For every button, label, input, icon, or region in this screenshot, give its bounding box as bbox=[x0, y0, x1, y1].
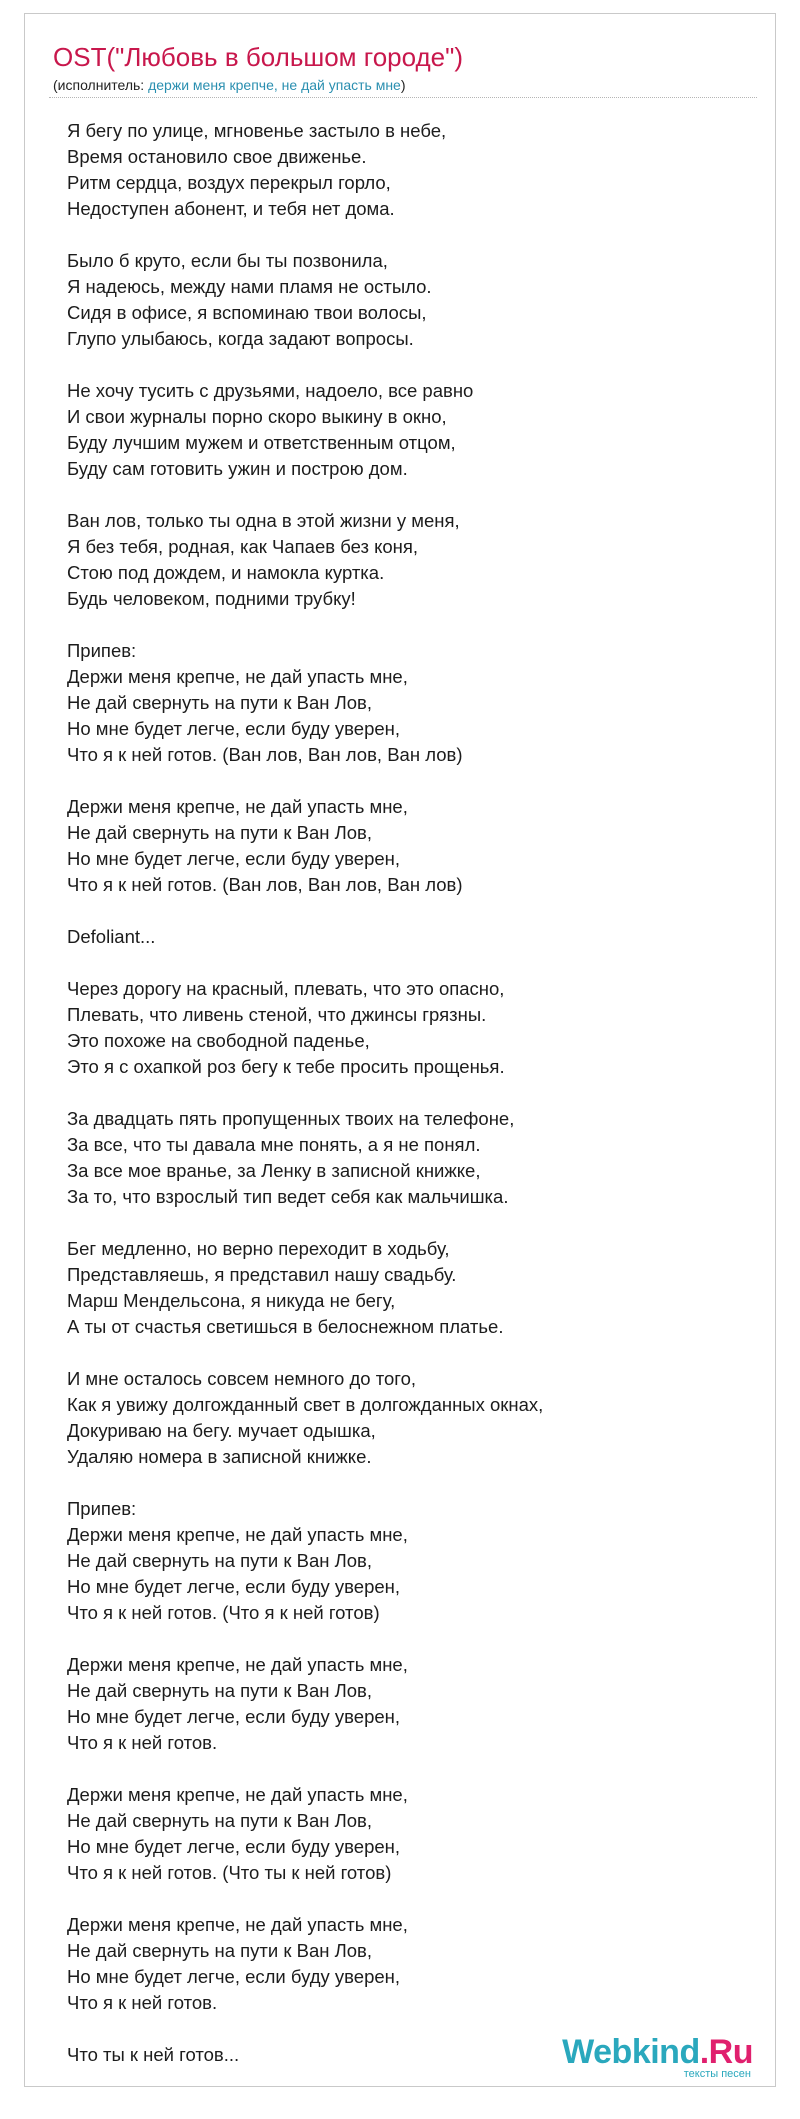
header-divider bbox=[49, 97, 757, 98]
lyrics-line: Держи меня крепче, не дай упасть мне, bbox=[67, 666, 408, 687]
lyrics-line: Держи меня крепче, не дай упасть мне, bbox=[67, 796, 408, 817]
lyrics-stanza bbox=[67, 1782, 747, 1886]
lyrics-line: За двадцать пять пропущенных твоих на телефоне, bbox=[67, 1108, 515, 1129]
lyrics-stanza bbox=[67, 1652, 747, 1756]
lyrics-line: Через дорогу на красный, плевать, что это опасно, bbox=[67, 978, 505, 999]
lyrics-line: Марш Мендельсона, я никуда не бегу, bbox=[67, 1290, 396, 1311]
lyrics-stanza bbox=[67, 1496, 747, 1626]
lyrics-line: Докуриваю на бегу. мучает одышка, bbox=[67, 1420, 376, 1441]
lyrics-line: Что я к ней готов. (Ван лов, Ван лов, Ван лов) bbox=[67, 744, 463, 765]
lyrics-line: Что я к ней готов. bbox=[67, 1732, 218, 1753]
lyrics-line: Сидя в офисе, я вспоминаю твои волосы, bbox=[67, 302, 427, 323]
lyrics-line: Я надеюсь, между нами пламя не остыло. bbox=[67, 276, 432, 297]
lyrics-line: Буду лучшим мужем и ответственным отцом, bbox=[67, 432, 456, 453]
lyrics-stanza bbox=[67, 118, 747, 222]
lyrics-stanza bbox=[67, 378, 747, 482]
lyrics-line: Не дай свернуть на пути к Ван Лов, bbox=[67, 1810, 372, 1831]
lyrics-line: Ван лов, только ты одна в этой жизни у меня, bbox=[67, 510, 460, 531]
lyrics-stanza bbox=[67, 248, 747, 352]
lyrics-line: Это похоже на свободной паденье, bbox=[67, 1030, 370, 1051]
lyrics-line: Удаляю номера в записной книжке. bbox=[67, 1446, 372, 1467]
page-title: OST("Любовь в большом городе") bbox=[53, 42, 464, 72]
logo-web-text: Webkind bbox=[562, 2033, 700, 2071]
lyrics-line: Я бегу по улице, мгновенье застыло в небе, bbox=[67, 120, 447, 141]
lyrics-line: Держи меня крепче, не дай упасть мне, bbox=[67, 1784, 408, 1805]
lyrics-stanza bbox=[67, 508, 747, 612]
logo-ru-text: .Ru bbox=[699, 2033, 753, 2071]
lyrics-line: Это я с охапкой роз бегу к тебе просить прощенья. bbox=[67, 1056, 505, 1077]
lyrics-line: Что я к ней готов. (Что я к ней готов) bbox=[67, 1602, 380, 1623]
lyrics-line: Припев: bbox=[67, 640, 137, 661]
lyrics-line: За все мое вранье, за Ленку в записной книжке, bbox=[67, 1160, 481, 1181]
artist-line bbox=[53, 76, 775, 94]
lyrics-line: Но мне будет легче, если буду уверен, bbox=[67, 1836, 401, 1857]
lyrics-line: За все, что ты давала мне понять, а я не понял. bbox=[67, 1134, 481, 1155]
lyrics-stanza bbox=[67, 1106, 747, 1210]
lyrics-line: Что я к ней готов. (Ван лов, Ван лов, Ван лов) bbox=[67, 874, 463, 895]
lyrics-line: Держи меня крепче, не дай упасть мне, bbox=[67, 1654, 408, 1675]
logo-tagline: тексты песен bbox=[683, 2068, 751, 2080]
site-logo[interactable] bbox=[562, 2034, 753, 2080]
artist-prefix: (исполнитель: bbox=[53, 77, 149, 93]
lyrics-line: Буду сам готовить ужин и построю дом. bbox=[67, 458, 408, 479]
lyrics-line: Что я к ней готов. (Что ты к ней готов) bbox=[67, 1862, 392, 1883]
lyrics-line: Недоступен абонент, и тебя нет дома. bbox=[67, 198, 395, 219]
lyrics-line: Ритм сердца, воздух перекрыл горло, bbox=[67, 172, 391, 193]
lyrics-line: Держи меня крепче, не дай упасть мне, bbox=[67, 1914, 408, 1935]
lyrics-line: Но мне будет легче, если буду уверен, bbox=[67, 718, 401, 739]
lyrics-line: Не дай свернуть на пути к Ван Лов, bbox=[67, 822, 372, 843]
lyrics-page bbox=[24, 13, 776, 2087]
lyrics-line: Но мне будет легче, если буду уверен, bbox=[67, 848, 401, 869]
lyrics-line: А ты от счастья светишься в белоснежном платье. bbox=[67, 1316, 504, 1337]
lyrics-line: Будь человеком, подними трубку! bbox=[67, 588, 356, 609]
lyrics-line: Как я увижу долгожданный свет в долгожданных окнах, bbox=[67, 1394, 544, 1415]
lyrics-line: Не дай свернуть на пути к Ван Лов, bbox=[67, 1680, 372, 1701]
lyrics-line: И свои журналы порно скоро выкину в окно, bbox=[67, 406, 447, 427]
lyrics-line: Представляешь, я представил нашу свадьбу. bbox=[67, 1264, 457, 1285]
lyrics-line: И мне осталось совсем немного до того, bbox=[67, 1368, 417, 1389]
lyrics-line: Но мне будет легче, если буду уверен, bbox=[67, 1706, 401, 1727]
lyrics-line: Стою под дождем, и намокла куртка. bbox=[67, 562, 385, 583]
lyrics-stanza bbox=[67, 1366, 747, 1470]
page-header bbox=[25, 14, 775, 94]
lyrics-stanza bbox=[67, 976, 747, 1080]
lyrics-stanza bbox=[67, 1236, 747, 1340]
lyrics-line: Время остановило свое движенье. bbox=[67, 146, 367, 167]
lyrics-line: Плевать, что ливень стеной, что джинсы грязны. bbox=[67, 1004, 487, 1025]
lyrics-line: Не дай свернуть на пути к Ван Лов, bbox=[67, 1940, 372, 1961]
lyrics-line: Не хочу тусить с друзьями, надоело, все равно bbox=[67, 380, 474, 401]
lyrics-line: Что я к ней готов. bbox=[67, 1992, 218, 2013]
lyrics-line: Держи меня крепче, не дай упасть мне, bbox=[67, 1524, 408, 1545]
lyrics-line: Не дай свернуть на пути к Ван Лов, bbox=[67, 1550, 372, 1571]
logo-wordmark bbox=[562, 2034, 753, 2070]
lyrics-line: Что ты к ней готов... bbox=[67, 2044, 240, 2065]
artist-suffix: ) bbox=[400, 77, 406, 93]
lyrics-line: Было б круто, если бы ты позвонила, bbox=[67, 250, 388, 271]
lyrics-stanza bbox=[67, 924, 747, 950]
lyrics-line: Не дай свернуть на пути к Ван Лов, bbox=[67, 692, 372, 713]
lyrics-line: Я без тебя, родная, как Чапаев без коня, bbox=[67, 536, 419, 557]
lyrics-text bbox=[67, 118, 747, 2094]
lyrics-line: Бег медленно, но верно переходит в ходьбу, bbox=[67, 1238, 450, 1259]
lyrics-line: Глупо улыбаюсь, когда задают вопросы. bbox=[67, 328, 414, 349]
lyrics-line: Припев: bbox=[67, 1498, 137, 1519]
lyrics-line: Но мне будет легче, если буду уверен, bbox=[67, 1576, 401, 1597]
artist-link[interactable]: держи меня крепче, не дай упасть мне bbox=[148, 77, 401, 93]
lyrics-line: Defoliant... bbox=[67, 926, 156, 947]
lyrics-stanza bbox=[67, 638, 747, 768]
lyrics-stanza bbox=[67, 1912, 747, 2016]
lyrics-stanza bbox=[67, 794, 747, 898]
lyrics-line: Но мне будет легче, если буду уверен, bbox=[67, 1966, 401, 1987]
lyrics-line: За то, что взрослый тип ведет себя как мальчишка. bbox=[67, 1186, 509, 1207]
